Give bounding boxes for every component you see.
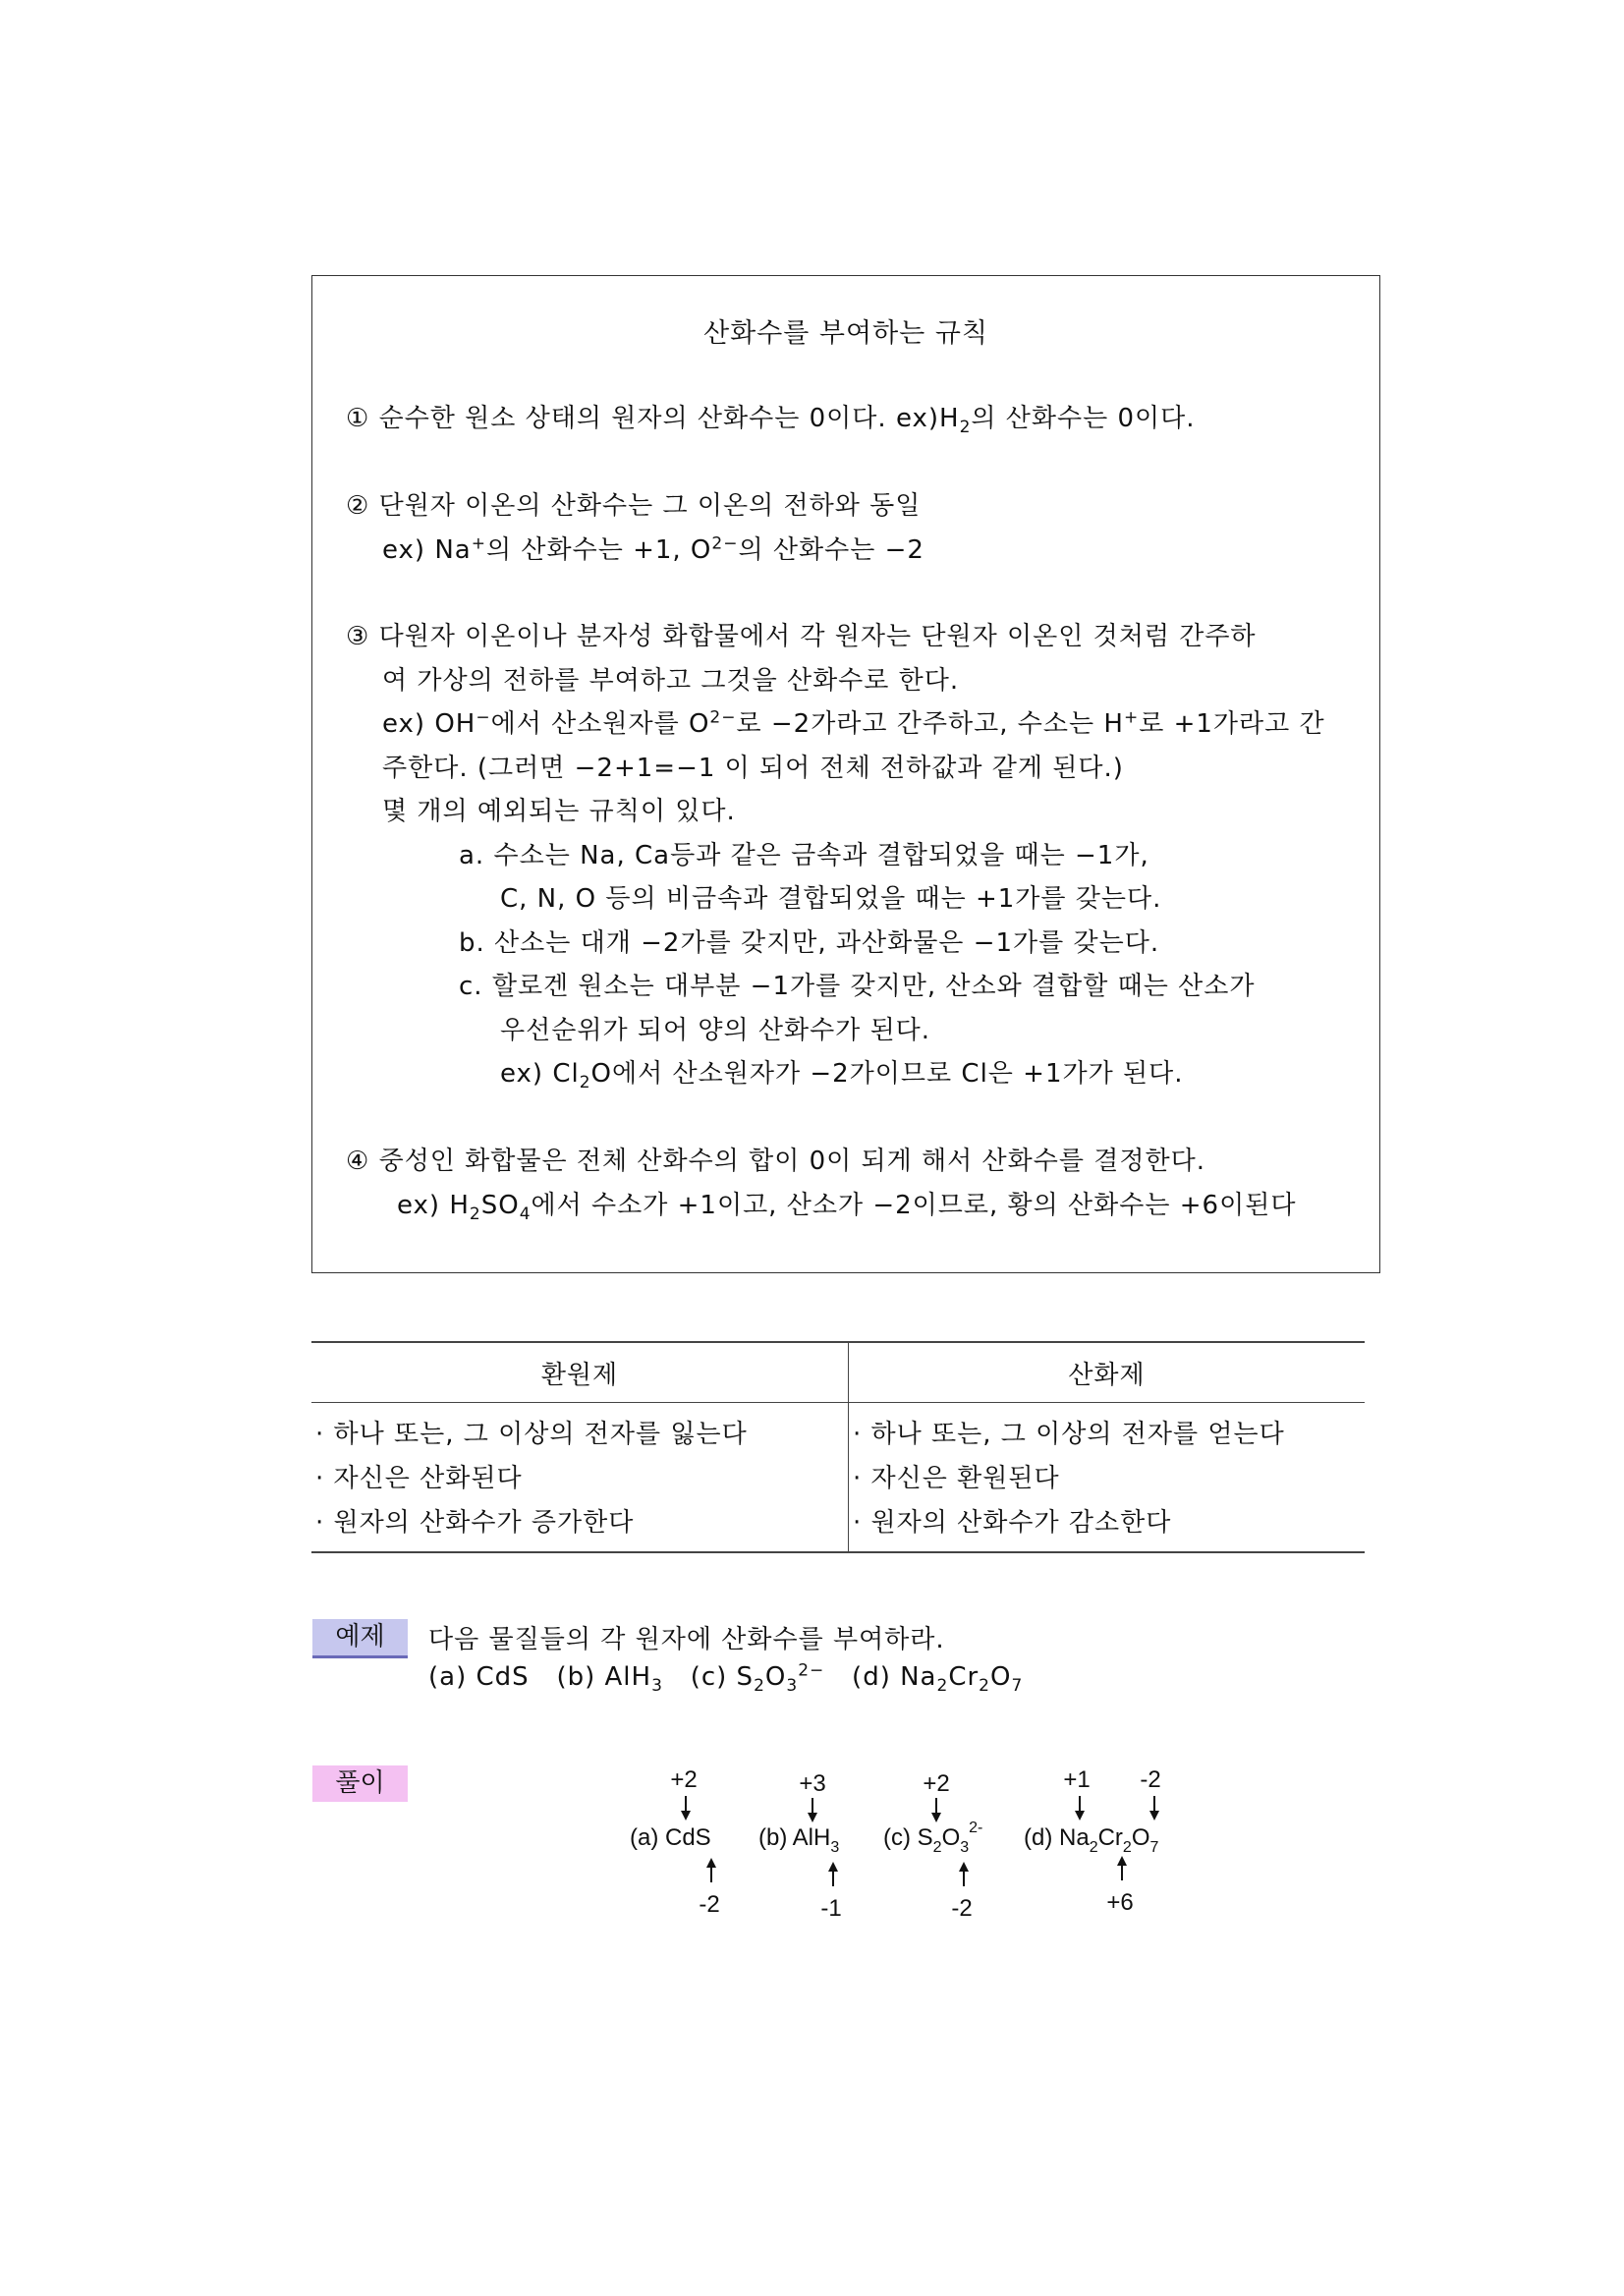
reducing-agent-cell bbox=[311, 1403, 849, 1553]
rule-4: ④ 중성인 화합물은 전체 산화수의 합이 0이 되게 해서 산화수를 결정한다. bbox=[346, 1147, 1206, 1176]
solution-b-formula: (b) AlH$_3$ bbox=[758, 1824, 840, 1856]
solution-diagram bbox=[609, 1764, 1218, 1926]
solution-d-top-na: +1 bbox=[1063, 1766, 1091, 1793]
list-item: · 자신은 산화된다 bbox=[315, 1464, 523, 1493]
list-item: · 자신은 환원된다 bbox=[853, 1464, 1060, 1493]
rule-2: ② 단원자 이온의 산화수는 그 이온의 전하와 동일 bbox=[346, 491, 922, 521]
exception-c-example: ex) $Cl_2O$에서 산소원자가 −2가이므로 Cl은 +1가가 된다. bbox=[500, 1059, 1184, 1093]
example-label: 예제 bbox=[312, 1619, 408, 1658]
example-item-b: (b) AlH$_3$ bbox=[556, 1662, 663, 1697]
oxidizing-agent-cell bbox=[849, 1403, 1366, 1553]
rule-3-exceptions: 몇 개의 예외되는 규칙이 있다. bbox=[382, 797, 736, 826]
exception-a-line-2: C, N, O 등의 비금속과 결합되었을 때는 +1가를 갖는다. bbox=[500, 884, 1162, 914]
solution-d-bottom: +6 bbox=[1106, 1889, 1134, 1916]
solution-b-top: +3 bbox=[799, 1770, 826, 1797]
solution-d-formula: (d) $Na_2Cr_2O_7$ bbox=[1024, 1824, 1159, 1856]
solution-a-top: +2 bbox=[670, 1766, 698, 1793]
exception-c-line-1: c. 할로겐 원소는 대부분 −1가를 갖지만, 산소와 결합할 때는 산소가 bbox=[459, 972, 1256, 1001]
list-item: · 원자의 산화수가 감소한다 bbox=[853, 1508, 1172, 1538]
list-item: · 원자의 산화수가 증가한다 bbox=[315, 1508, 635, 1538]
solution-label: 풀이 bbox=[312, 1765, 408, 1802]
agent-comparison-table bbox=[311, 1341, 1365, 1553]
rule-3-line-4: 주한다. (그러면 −2+1=−1 이 되어 전체 전하값과 같게 된다.) bbox=[382, 754, 1124, 783]
rule-2-example: ex) Na+의 산화수는 +1, $O^{2-}$의 산화수는 −2 bbox=[382, 533, 924, 565]
exception-c-line-2: 우선순위가 되어 양의 산화수가 된다. bbox=[500, 1016, 931, 1045]
solution-b-bottom: -1 bbox=[820, 1895, 842, 1922]
rules-box bbox=[311, 275, 1380, 1273]
rule-3: ③ 다원자 이온이나 분자성 화합물에서 각 원자는 단원자 이온인 것처럼 간주하 bbox=[346, 622, 1257, 651]
solution-d-top-o: -2 bbox=[1140, 1766, 1161, 1793]
rule-3-example: ex) OH−에서 산소원자를 $O^{2-}$로 −2가라고 간주하고, 수소는 H+로 +1가라고 간 bbox=[382, 707, 1325, 739]
solution-c-top: +2 bbox=[923, 1770, 950, 1797]
example-item-d: (d) $Na_2Cr_2O_7$ bbox=[852, 1662, 1024, 1697]
exception-a-line-1: a. 수소는 Na, Ca등과 같은 금속과 결합되었을 때는 −1가, bbox=[459, 841, 1149, 870]
solution-c-bottom: -2 bbox=[951, 1895, 973, 1922]
header-oxidizing-agent: 산화제 bbox=[849, 1342, 1366, 1403]
rules-title: 산화수를 부여하는 규칙 bbox=[703, 318, 988, 349]
rule-4-example: ex) $H_2SO_4$에서 수소가 +1이고, 산소가 −2이므로, 황의 산화수는 +6이된다 bbox=[397, 1191, 1297, 1225]
example-items bbox=[428, 1660, 1024, 1697]
solution-c-formula: (c) $S_2O_3^{2-}$ bbox=[883, 1820, 983, 1856]
solution-a-formula: (a) CdS bbox=[630, 1824, 711, 1851]
solution-a-bottom: -2 bbox=[699, 1891, 720, 1918]
exception-b: b. 산소는 대개 −2가를 갖지만, 과산화물은 −1가를 갖는다. bbox=[459, 928, 1160, 958]
header-reducing-agent: 환원제 bbox=[311, 1342, 849, 1403]
list-item: · 하나 또는, 그 이상의 전자를 얻는다 bbox=[853, 1420, 1285, 1449]
rule-1: ① 순수한 원소 상태의 원자의 산화수는 0이다. $ex)H_2$의 산화수는 0이다. bbox=[346, 404, 1196, 438]
example-question: 다음 물질들의 각 원자에 산화수를 부여하라. bbox=[428, 1625, 945, 1654]
example-item-a: (a) CdS bbox=[428, 1662, 530, 1692]
example-item-c: (c) $S_2O_3^{2-}$ bbox=[690, 1660, 825, 1697]
rule-3-line-2: 여 가상의 전하를 부여하고 그것을 산화수로 한다. bbox=[382, 666, 960, 696]
list-item: · 하나 또는, 그 이상의 전자를 잃는다 bbox=[315, 1420, 748, 1449]
